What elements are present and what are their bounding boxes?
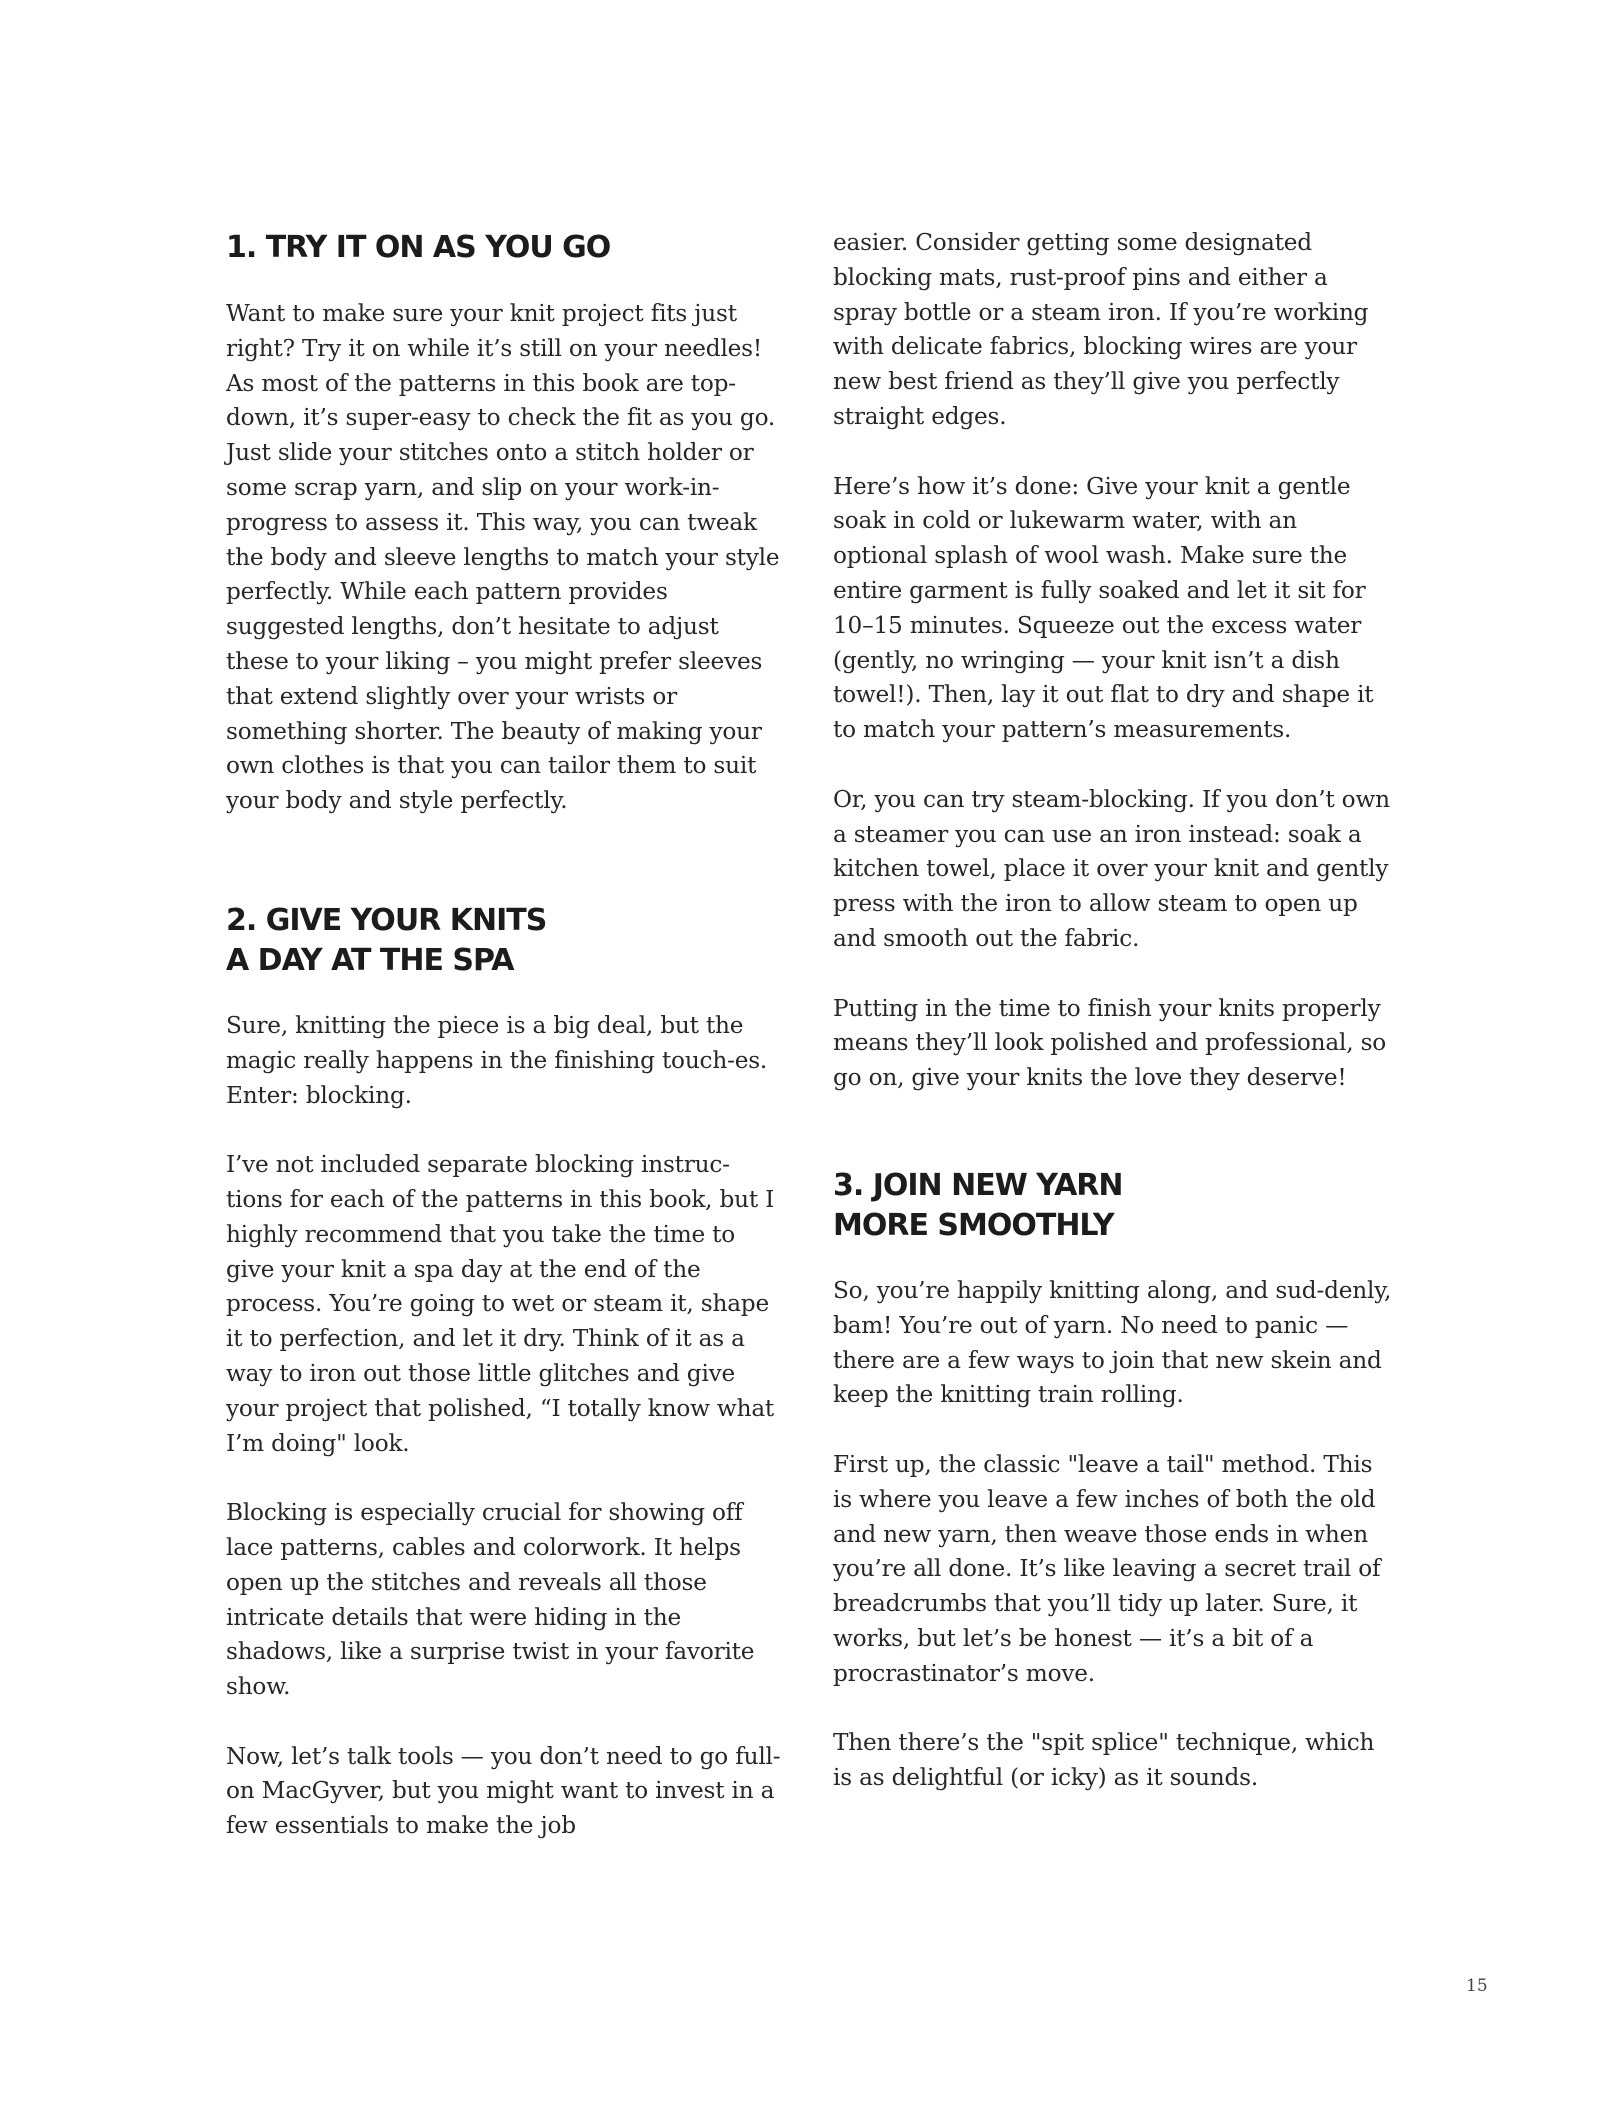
section-3-heading-line-1: 3. JOIN NEW YARN xyxy=(833,1167,1123,1203)
section-2-paragraph-intro: Sure, knitting the piece is a big deal, but the magic really happens in the finishing touch-es. Enter: blocking. xyxy=(226,1011,768,1109)
section-2-paragraph-tools: Now, let’s talk tools — you don’t need to go full-on MacGyver, but you might want to invest in a few essentials to make the job xyxy=(226,1742,781,1840)
section-2-paragraph-instructions: I’ve not included separate blocking instruc-tions for each of the patterns in this book, but I highly recommend that you take the time to give your knit a spa day at the end of the process. You’re going to wet or steam it, shape it to perfection, and let it dry. Think of it as a way to iron out those little glitches and give your project that polished, “I totally know what I’m doing" look. xyxy=(226,1151,775,1457)
section-1-heading: 1. TRY IT ON AS YOU GO xyxy=(226,230,611,265)
section-2-paragraph-lace: Blocking is especially crucial for showing off lace patterns, cables and colorwork. It helps open up the stitches and reveals all those intricate details that were hiding in the shadows, like a surprise twist in your favorite show. xyxy=(226,1499,755,1701)
section-3-paragraph-splice: Then there’s the "spit splice" technique, which is as delightful (or icky) as it sounds. xyxy=(833,1729,1375,1792)
section-2-heading-line-2: A DAY AT THE SPA xyxy=(226,942,514,978)
section-2-heading-line-1: 2. GIVE YOUR KNITS xyxy=(226,902,547,938)
section-2-paragraph-continued: easier. Consider getting some designated blocking mats, rust-proof pins and either a spray bottle or a steam iron. If you’re working with delicate fabrics, blocking wires are your new best friend as they’ll give you perfectly straight edges. xyxy=(833,229,1369,430)
section-3-heading xyxy=(833,1166,1393,1246)
section-3-heading-line-2: MORE SMOOTHLY xyxy=(833,1207,1114,1243)
section-2-heading xyxy=(226,901,786,981)
section-3-paragraph-intro: So, you’re happily knitting along, and sud-denly, bam! You’re out of yarn. No need to panic —there are a few ways to join that new skein and keep the knitting train rolling. xyxy=(833,1276,1392,1409)
section-3-paragraph-tail: First up, the classic "leave a tail" method. This is where you leave a few inches of both the old and new yarn, then weave those ends in when you’re all done. It’s like leaving a secret trail of breadcrumbs that you’ll tidy up later. Sure, it works, but let’s be honest — it’s a bit of a procrastinator’s move. xyxy=(833,1450,1381,1687)
right-column xyxy=(833,226,1393,1796)
section-2-paragraph-steam: Or, you can try steam-blocking. If you don’t own a steamer you can use an iron instead: soak a kitchen towel, place it over your knit and gently press with the iron to allow steam to open up and smooth out the fabric. xyxy=(833,785,1390,952)
left-column xyxy=(226,226,786,1844)
section-1-paragraph: Want to make sure your knit project fits just right? Try it on while it’s still on your needles! As most of the patterns in this book are top-down, it’s super-easy to check the fit as you go. Just slide your stitches onto a stitch holder or some scrap yarn, and slip on your work-in-progress to assess it. This way, you can tweak the body and sleeve lengths to match your style perfectly. While each pattern provides suggested lengths, don’t hesitate to adjust these to your liking – you might prefer sleeves that extend slightly over your wrists or something shorter. The beauty of making your own clothes is that you can tailor them to suit your body and style perfectly. xyxy=(226,300,780,815)
section-2-paragraph-closing: Putting in the time to finish your knits properly means they’ll look polished and professional, so go on, give your knits the love they deserve! xyxy=(833,994,1387,1092)
page-number: 15 xyxy=(1466,1976,1488,1996)
section-2-paragraph-how-to: Here’s how it’s done: Give your knit a gentle soak in cold or lukewarm water, with an optional splash of wool wash. Make sure the entire garment is fully soaked and let it sit for 10–15 minutes. Squeeze out the excess water (gently, no wringing — your knit isn’t a dish towel!). Then, lay it out flat to dry and shape it to match your pattern’s measurements. xyxy=(833,472,1374,744)
